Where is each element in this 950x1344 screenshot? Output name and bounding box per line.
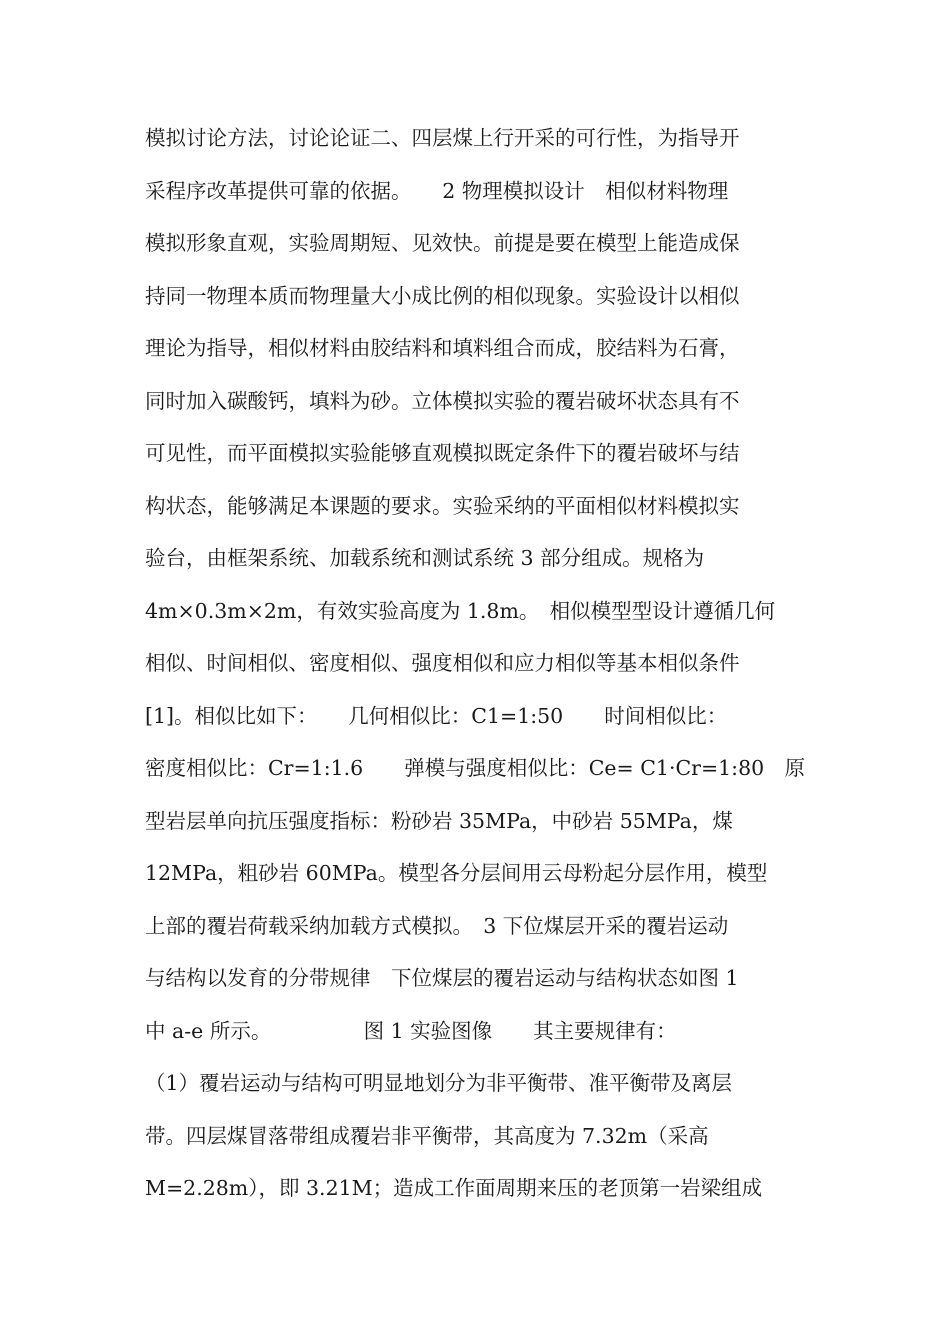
text-line-6: 同时加入碳酸钙，填料为砂。立体模拟实验的覆岩破坏状态具有不: [145, 388, 740, 413]
text-line-18: 中 a-e 所示。 图 1 实验图像 其主要规律有：: [145, 1018, 677, 1043]
text-line-11: 相似、时间相似、密度相似、强度相似和应力相似等基本相似条件: [145, 651, 740, 675]
text-line-5: 理论为指导，相似材料由胶结料和填料组合而成，胶结料为石膏，: [145, 336, 740, 360]
text-line-15: 12MPa，粗砂岩 60MPa。模型各分层间用云母粉起分层作用，模型: [145, 861, 768, 885]
text-line-12: [1]。相似比如下： 几何相似比：C1=1:50 时间相似比：: [145, 703, 728, 728]
text-line-17: 与结构以发育的分带规律 下位煤层的覆岩运动与结构状态如图 1: [145, 966, 739, 990]
text-line-4: 持同一物理本质而物理量大小成比例的相似现象。实验设计以相似: [145, 283, 740, 308]
body-text: [145, 112, 825, 1215]
text-line-14: 型岩层单向抗压强度指标：粉砂岩 35MPa，中砂岩 55MPa，煤: [145, 808, 733, 833]
text-line-2: 采程序改革提供可靠的依据。 2 物理模拟设计 相似材料物理: [145, 178, 729, 203]
text-line-3: 模拟形象直观，实验周期短、见效快。前提是要在模型上能造成保: [145, 231, 740, 255]
text-line-9: 验台，由框架系统、加载系统和测试系统 3 部分组成。规格为: [145, 546, 705, 570]
text-line-21: M=2.28m），即 3.21M；造成工作面周期来压的老顶第一岩梁组成: [145, 1176, 763, 1200]
text-line-16: 上部的覆岩荷载采纳加载方式模拟。 3 下位煤层开采的覆岩运动: [145, 913, 729, 938]
text-line-20: 带。四层煤冒落带组成覆岩非平衡带，其高度为 7.32m（采高: [145, 1123, 709, 1148]
text-line-13: 密度相似比：Cr=1:1.6 弹模与强度相似比：Ce= C1·Cr=1:80 原: [145, 756, 806, 780]
text-line-8: 构状态，能够满足本课题的要求。实验采纳的平面相似材料模拟实: [145, 493, 740, 518]
text-line-1: 模拟讨论方法，讨论论证二、四层煤上行开采的可行性，为指导开: [145, 126, 740, 150]
text-line-7: 可见性，而平面模拟实验能够直观模拟既定条件下的覆岩破坏与结: [145, 441, 740, 465]
text-line-19: （1）覆岩运动与结构可明显地划分为非平衡带、准平衡带及离层: [145, 1071, 733, 1095]
text-line-10: 4m×0.3m×2m，有效实验高度为 1.8m。 相似模型型设计遵循几何: [145, 598, 776, 623]
